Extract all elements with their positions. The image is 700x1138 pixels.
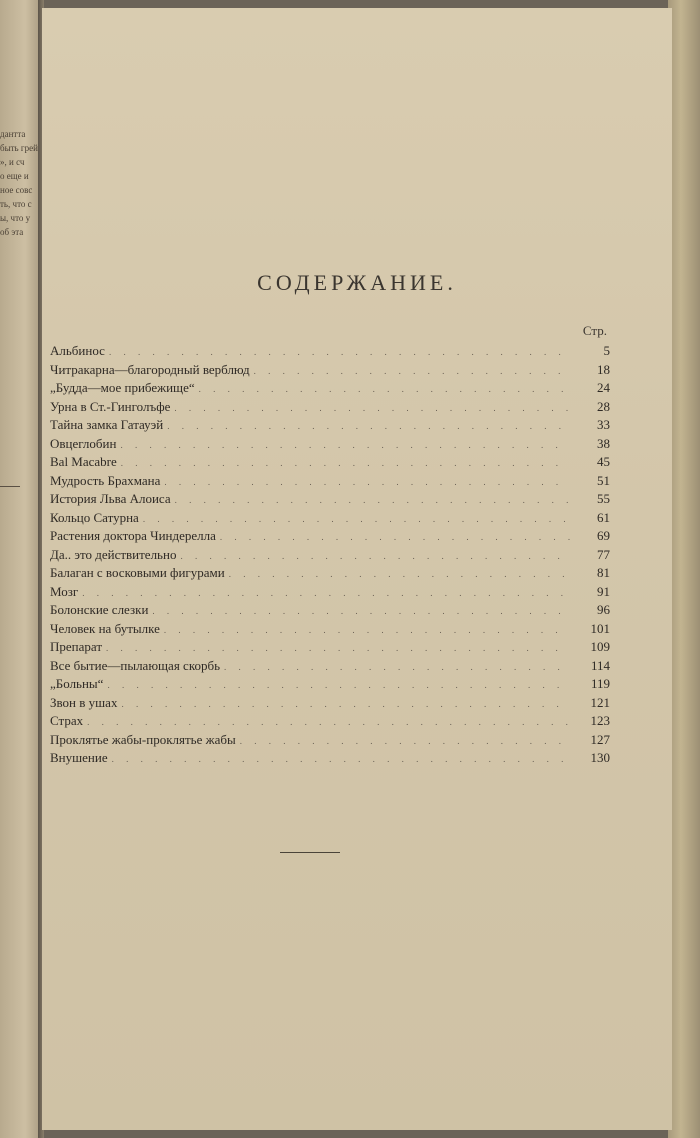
leader-dots: [175, 491, 570, 510]
contents-page: [42, 8, 672, 1130]
toc-entry: [50, 564, 610, 583]
toc-entry: [50, 712, 610, 731]
toc-entry: [50, 490, 610, 509]
leader-dots: [174, 399, 570, 418]
leader-dots: [224, 658, 570, 677]
leader-dots: [143, 510, 570, 529]
toc-entry: [50, 694, 610, 713]
end-rule: [280, 852, 340, 853]
toc-entry: [50, 472, 610, 491]
leader-dots: [164, 473, 570, 492]
leader-dots: [109, 343, 570, 362]
page-edge: [668, 0, 700, 1138]
toc-entry: [50, 638, 610, 657]
toc-entry-title: Человек на бутылке: [50, 620, 160, 636]
left-page-text: ть, что с: [0, 200, 32, 209]
toc-entry: [50, 453, 610, 472]
left-page-rule: [0, 486, 20, 487]
toc-entry-page: 77: [597, 546, 610, 562]
page-column-label: Стр.: [582, 323, 607, 338]
toc-entry-title: Bal Macabre: [50, 454, 117, 469]
toc-entry-title: Препарат: [50, 639, 102, 654]
toc-entry: [50, 527, 610, 546]
toc-entry-page: 114: [590, 657, 610, 673]
table-of-contents: [50, 342, 610, 768]
toc-entry-page: 69: [597, 528, 610, 543]
left-page-text: », и сч: [0, 158, 25, 167]
toc-entry-page: 123: [590, 713, 610, 728]
toc-entry-title: Тайна замка Гатауэй: [50, 417, 164, 432]
toc-entry-page: 51: [597, 472, 610, 488]
toc-entry-page: 45: [597, 454, 610, 469]
toc-entry-title: Урна в Ст.-Гинголъфе: [50, 398, 171, 414]
leader-dots: [82, 584, 570, 603]
toc-entry: [50, 509, 610, 528]
toc-entry: [50, 416, 610, 435]
left-page-edge: [0, 0, 42, 1138]
toc-entry-page: 38: [597, 435, 610, 451]
toc-entry-page: 119: [590, 676, 610, 691]
toc-entry-title: „Будда—мое прибежище“: [50, 380, 195, 395]
toc-entry-page: 5: [603, 343, 610, 358]
left-page-text: дантта: [0, 130, 26, 139]
toc-entry: [50, 361, 610, 380]
toc-entry: [50, 731, 610, 750]
toc-entry-title: Страх: [50, 713, 84, 728]
toc-entry-page: 24: [597, 380, 610, 395]
toc-entry-page: 109: [590, 639, 610, 654]
toc-entry-page: 18: [597, 361, 610, 377]
toc-entry-page: 127: [590, 731, 610, 747]
leader-dots: [152, 602, 570, 621]
leader-dots: [240, 732, 570, 751]
toc-entry-page: 33: [597, 417, 610, 432]
toc-entry-title: Все бытие—пылающая скорбь: [50, 657, 221, 673]
toc-entry-title: Читракарна—благородный верблюд: [50, 361, 250, 377]
left-page-text: ное совс: [0, 186, 33, 195]
toc-entry-page: 101: [590, 620, 610, 636]
leader-dots: [112, 750, 570, 769]
left-page-text: быть грей: [0, 144, 38, 153]
toc-entry-title: Балаган с восковыми фигурами: [50, 565, 225, 580]
left-page-text: о еще и: [0, 172, 29, 181]
toc-entry-title: „Больны“: [50, 676, 104, 691]
leader-dots: [106, 639, 570, 658]
leader-dots: [220, 528, 570, 547]
toc-entry: [50, 435, 610, 454]
toc-entry-title: Кольцо Сатурна: [50, 509, 139, 525]
toc-entry-title: Болонские слезки: [50, 602, 149, 617]
leader-dots: [87, 713, 570, 732]
page-title: СОДЕРЖАНИЕ.: [257, 270, 457, 295]
toc-entry-title: История Льва Алоиса: [50, 491, 171, 506]
toc-entry: [50, 546, 610, 565]
toc-entry-page: 55: [597, 491, 610, 506]
toc-entry: [50, 675, 610, 694]
toc-entry-page: 61: [597, 509, 610, 525]
toc-entry: [50, 749, 610, 768]
toc-entry-title: Растения доктора Чиндерелла: [50, 528, 216, 543]
toc-entry: [50, 620, 610, 639]
toc-entry-page: 121: [590, 694, 610, 710]
leader-dots: [121, 695, 570, 714]
toc-entry-page: 96: [597, 602, 610, 617]
toc-entry-page: 28: [597, 398, 610, 414]
toc-entry: [50, 657, 610, 676]
leader-dots: [199, 380, 570, 399]
toc-entry: [50, 379, 610, 398]
toc-entry-title: Альбинос: [50, 343, 105, 358]
toc-entry: [50, 342, 610, 361]
leader-dots: [121, 454, 570, 473]
leader-dots: [180, 547, 570, 566]
leader-dots: [229, 565, 570, 584]
toc-entry-title: Звон в ушах: [50, 694, 118, 710]
toc-entry-title: Мозг: [50, 583, 79, 599]
toc-entry: [50, 398, 610, 417]
toc-entry-page: 91: [597, 583, 610, 599]
toc-entry-title: Проклятье жабы-проклятье жабы: [50, 731, 236, 747]
toc-entry: [50, 583, 610, 602]
toc-entry-page: 130: [590, 750, 610, 765]
toc-entry: [50, 601, 610, 620]
leader-dots: [254, 362, 570, 381]
leader-dots: [167, 417, 570, 436]
leader-dots: [120, 436, 570, 455]
toc-entry-title: Овцеглобин: [50, 435, 117, 451]
toc-entry-title: Да.. это действительно: [50, 546, 177, 562]
leader-dots: [107, 676, 570, 695]
toc-entry-page: 81: [597, 565, 610, 580]
leader-dots: [164, 621, 570, 640]
left-page-text: ы, что у: [0, 214, 31, 223]
toc-entry-title: Мудрость Брахмана: [50, 472, 161, 488]
left-page-text: об эта: [0, 228, 24, 237]
toc-entry-title: Внушение: [50, 750, 108, 765]
